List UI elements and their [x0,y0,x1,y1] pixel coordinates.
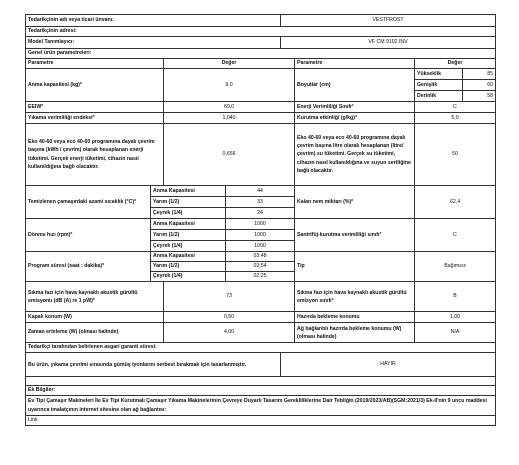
eeiw-value: 69,0 [164,102,295,113]
moisture-label: Kalan nem miktarı (%)ª [295,186,415,219]
supplier-value: VESTFROST [281,15,496,27]
height-value: 85 [463,69,496,80]
delay-start-value: 4,00 [164,323,295,343]
off-mode-label: Kapalı konum (W) [26,312,164,323]
noise-class-label: Sıkma fazı için hava kaynaklı akustik gürültü emisyon sınıfıª [295,282,415,312]
header-parameter: Parametre [26,59,164,69]
capacity-value: 9,0 [164,69,295,102]
washing-efficiency-label: Yıkama verimliliği endeksiª [26,113,164,124]
temperature-quarter-label: Çeyrek (1/4) [151,208,226,219]
type-label: Tip [295,252,415,282]
spin-rated-label: Anma Kapasitesi [151,219,226,230]
noise-label: Sıkma fazı için hava kaynaklı akustik gürültü emisyonu (dB (A) re 1 pW)ª [26,282,164,312]
depth-value: 58 [463,91,496,102]
spin-half-label: Yarım (1/2) [151,230,226,241]
networked-standby-label: Ağ bağlantılı hazırda bekleme konumu (W) (olması halinde) [295,323,415,343]
silver-ions-label: Bu ürün, yıkama çevrimi sırasında gümüş iyonlarını serbest bırakmak için tasarlanmıştır. [26,353,281,377]
water-consumption-value: 50 [415,124,496,186]
supplier-label: Tedarikçinin adı veya ticari ünvanı: [26,15,281,27]
general-parameters-heading: Genel ürün parametreleri: [26,49,496,59]
temperature-half-value: 33 [226,197,295,208]
networked-standby-value: N/A [415,323,496,343]
duration-rated-value: 03:48 [226,252,295,262]
duration-quarter-label: Çeyrek (1/4) [151,272,226,282]
spin-speed-label: Dönme hızı (rpm)ª [26,219,151,252]
standby-value: 1,00 [415,312,496,323]
duration-half-label: Yarım (1/2) [151,262,226,272]
duration-half-value: 02:54 [226,262,295,272]
spin-half-value: 1000 [226,230,295,241]
temperature-quarter-value: 24 [226,208,295,219]
energy-class-label: Enerji Verimliliği Sınıfıª [295,102,415,113]
off-mode-value: 0,50 [164,312,295,323]
program-duration-label: Program süresi (saat : dakika)ª [26,252,151,282]
water-consumption-label: Eko 40-60 veya eco 40-60 programına dayalı çevrim başına litre olarak hesaplanan (litre/çevrim) su tüketimi. Gerçek su tüketimi, cihazın nasıl kullanıldığına ve suyun sertliğine bağlı olacaktır. [295,124,415,186]
drying-efficiency-value: 5,0 [415,113,496,124]
moisture-value: 62,4 [415,186,496,219]
model-label: Model Tanımlayıcı: [26,37,281,49]
header-value: Değer [164,59,295,69]
width-label: Genişlik [415,80,463,91]
extra-info-label: Ek Bilgiler: [26,386,496,396]
type-value: Bağımsız [415,252,496,282]
duration-quarter-value: 02:25 [226,272,295,282]
spacer-row [26,377,496,386]
temperature-rated-label: Anma Kapasitesi [151,186,226,197]
height-label: Yükseklik [415,69,463,80]
temperature-rated-value: 44 [226,186,295,197]
dimensions-label: Boyutlar (cm) [295,69,415,102]
spin-drying-class-label: Santrifüj-kurutma verimliliği sınıfıª [295,219,415,252]
spin-quarter-value: 1000 [226,241,295,252]
supplier-address-label: Tedarikçinin adresi: [26,27,496,37]
duration-rated-label: Anma Kapasitesi [151,252,226,262]
drying-efficiency-label: Kurutma etkinliği (g/kg)ª [295,113,415,124]
eeiw-label: EEIWª [26,102,164,113]
noise-class-value: B [415,282,496,312]
delay-start-label: Zaman erteleme (W) (olması halinde) [26,323,164,343]
header-value-2: Değer [415,59,496,69]
noise-value: 73 [164,282,295,312]
silver-ions-value: HAYIR [281,353,496,377]
spin-quarter-label: Çeyrek (1/4) [151,241,226,252]
header-parameter-2: Parametre [295,59,415,69]
standby-label: Hazırda bekleme konumu [295,312,415,323]
spin-rated-value: 1000 [226,219,295,230]
energy-consumption-label: Eko 40-60 veya eco 40-60 programına dayalı çevrim başına (kWh / çevrim) olarak hesaplanan enerji tüketimi. Gerçek enerji tüketimi, cihazın nasıl kullanıldığına bağlı olacaktır. [26,124,164,186]
width-value: 60 [463,80,496,91]
washing-efficiency-value: 1,040 [164,113,295,124]
spin-drying-class-value: C [415,219,496,252]
extra-info-link[interactable]: Link [26,416,496,426]
temperature-label: Temizlenen çamaşırdaki azami sıcaklık (°C)ª [26,186,151,219]
temperature-half-label: Yarım (1/2) [151,197,226,208]
extra-info-text: Ev Tipi Çamaşır Makineleri İle Ev Tipi Kurutmalı Çamaşır Yıkama Makinelerinin Çevreye Duyarlı Tasarım Gerekliliklerine Dair Tebliğin (2019/2023/AB)(SGM:2021/3) Ek-II'nin 9 uncu maddesi uyarınca imalatçının internet sitesine olan ağ bağlantısı: [26,396,496,416]
warranty-label: Tedarikçi tarafından belirlenen asgari garanti süresi: [26,343,496,353]
product-information-sheet [25,14,496,426]
energy-class-value: C [415,102,496,113]
model-value: VF CM 9102 INV [281,37,496,49]
depth-label: Derinlik [415,91,463,102]
capacity-label: Anma kapasitesi (kg)ª [26,69,164,102]
energy-consumption-value: 0,656 [164,124,295,186]
